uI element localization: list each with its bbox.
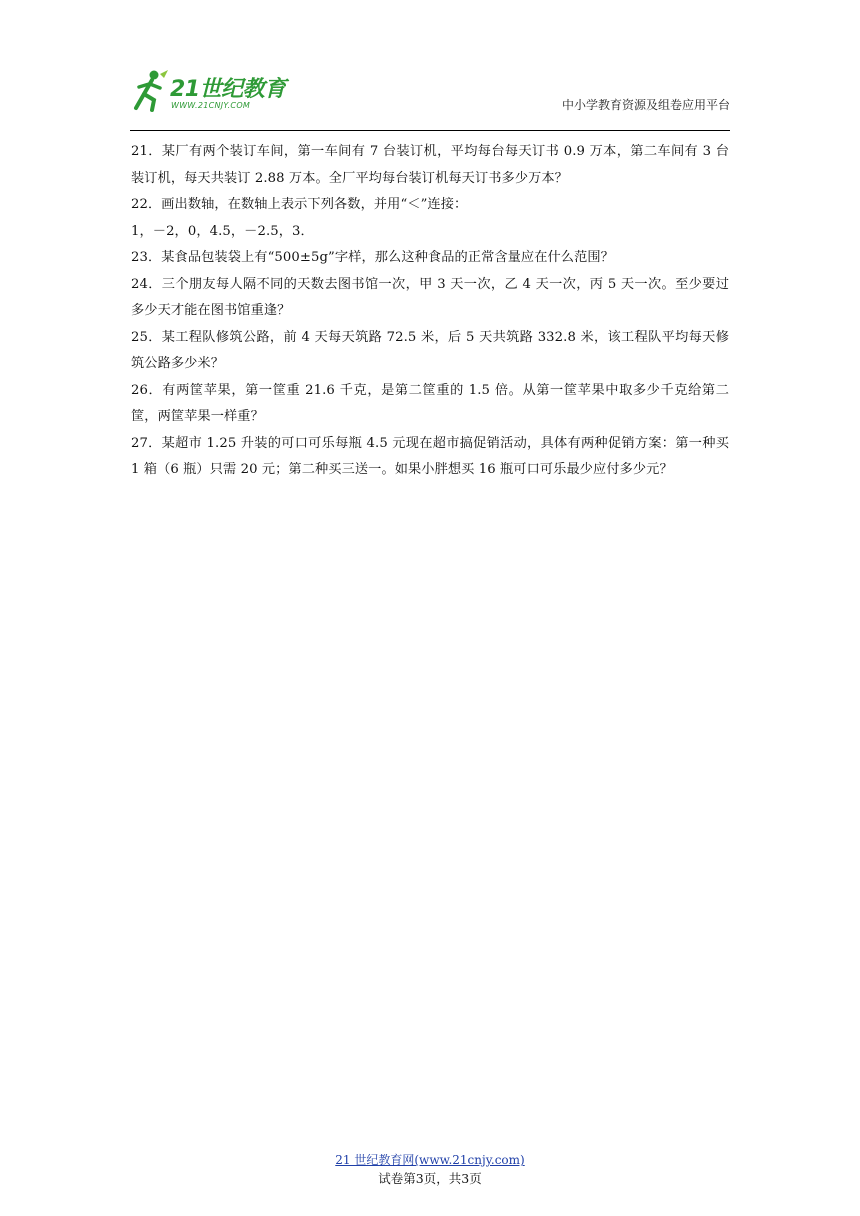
question-list	[131, 139, 729, 484]
runner-icon	[130, 68, 170, 114]
question-23: 23．某食品包装袋上有“500±5g”字样，那么这种食品的正常含量应在什么范围？	[131, 250, 614, 265]
logo-text: 21世纪教育	[170, 77, 286, 102]
header-divider	[130, 130, 730, 131]
question-27: 27．某超市 1.25 升装的可口可乐每瓶 4.5 元现在超市搞促销活动，具体有两种促销方案：第一种买 1 箱（6 瓶）只需 20 元；第二种买三送一。如果小胖想买 16 瓶可口可乐最少应付多少元？	[131, 435, 729, 477]
page-header	[130, 62, 730, 132]
footer-site-link[interactable]: 21 世纪教育网(www.21cnjy.com)	[335, 1153, 525, 1167]
question-25: 25．某工程队修筑公路，前 4 天每天筑路 72.5 米，后 5 天共筑路 332.8 米，该工程队平均每天修筑公路多少米？	[131, 329, 729, 371]
question-24: 24．三个朋友每人隔不同的天数去图书馆一次，甲 3 天一次，乙 4 天一次，丙 5 天一次。至少要过多少天才能在图书馆重逢？	[131, 276, 729, 318]
footer-page-number: 试卷第3页，共3页	[378, 1171, 482, 1186]
platform-title: 中小学教育资源及组卷应用平台	[561, 98, 730, 112]
question-22: 22．画出数轴，在数轴上表示下列各数，并用“＜”连接：	[131, 197, 468, 212]
question-26: 26．有两筐苹果，第一筐重 21.6 千克，是第二筐重的 1.5 倍。从第一筐苹果中取多少千克给第二筐，两筐苹果一样重？	[131, 382, 729, 424]
question-22-numbers: 1，－2，0，4.5，－2.5，3．	[131, 223, 314, 239]
site-logo[interactable]	[130, 68, 290, 116]
question-21: 21．某厂有两个装订车间，第一车间有 7 台装订机，平均每台每天订书 0.9 万本，第二车间有 3 台装订机，每天共装订 2.88 万本。全厂平均每台装订机每天订书多少万本？	[131, 144, 730, 186]
logo-url: WWW.21CNJY.COM	[171, 101, 251, 110]
